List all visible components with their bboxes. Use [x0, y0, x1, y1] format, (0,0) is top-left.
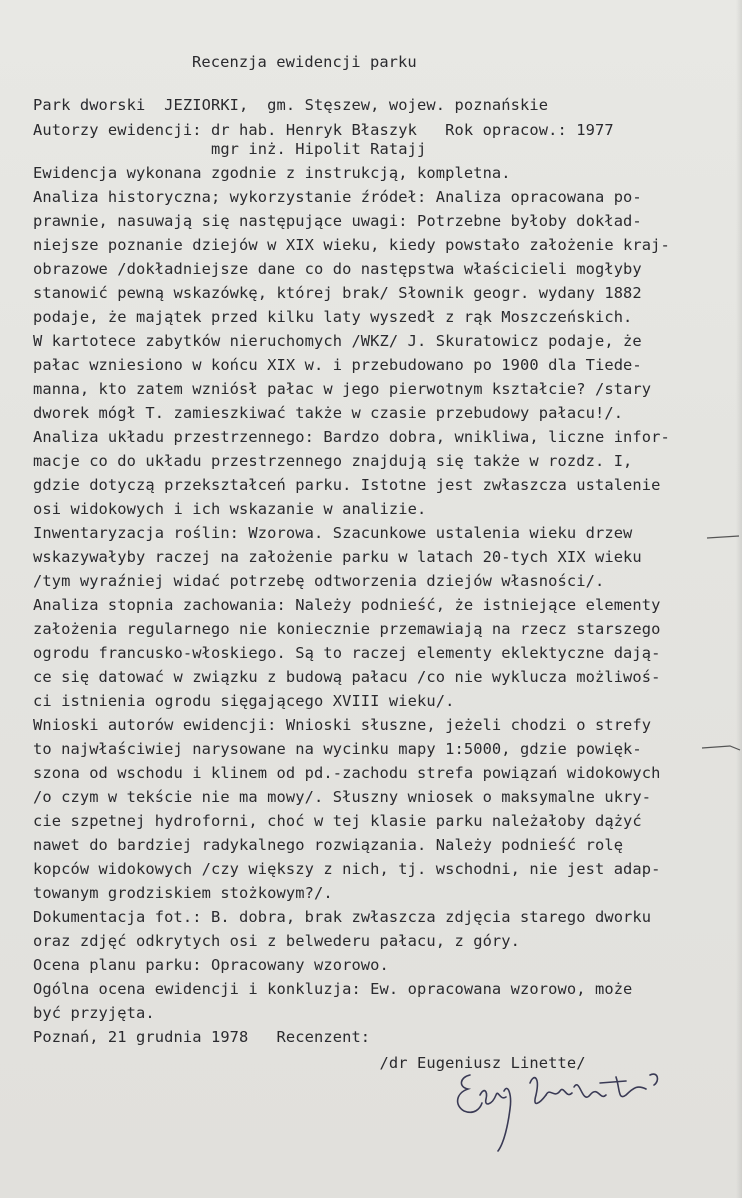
text-line: /o czym w tekście nie ma mowy/. Słuszny wniosek o maksymalne ukry- — [33, 788, 652, 806]
text-line: Wnioski autorów ewidencji: Wnioski słuszne, jeżeli chodzi o strefy — [33, 716, 652, 734]
text-line: pałac wzniesiono w końcu XIX w. i przebudowano po 1900 dla Tiede- — [33, 356, 642, 374]
text-line: macje co do układu przestrzennego znajdują się także w rozdz. I, — [33, 452, 633, 470]
text-line: prawnie, nasuwają się następujące uwagi: Potrzebne byłoby dokład- — [33, 212, 642, 230]
handwritten-signature — [450, 1065, 680, 1155]
margin-mark — [705, 532, 742, 544]
text-line: /tym wyraźniej widać potrzebę odtworzenia dziejów własności/. — [33, 572, 605, 590]
text-line: Poznań, 21 grudnia 1978 Recenzent: — [33, 1028, 371, 1046]
text-line: towanym grodziskiem stożkowym?/. — [33, 884, 333, 902]
text-line: Analiza układu przestrzennego: Bardzo dobra, wnikliwa, liczne infor- — [33, 428, 670, 446]
text-line: W kartotece zabytków nieruchomych /WKZ/ J. Skuratowicz podaje, że — [33, 332, 642, 350]
text-line: Analiza historyczna; wykorzystanie źródeł: Analiza opracowana po- — [33, 188, 642, 206]
text-line: nawet do bardziej radykalnego rozwiązania. Należy podnieść rolę — [33, 836, 624, 854]
text-line: kopców widokowych /czy większy z nich, tj. wschodni, nie jest adap- — [33, 860, 661, 878]
text-line: Park dworski JEZIORKI, gm. Stęszew, wojew. poznańskie — [33, 96, 549, 114]
text-line: założenia regularnego nie koniecznie przemawiają na rzecz starszego — [33, 620, 661, 638]
text-line: szona od wschodu i klinem od pd.-zachodu strefa powiązań widokowych — [33, 764, 661, 782]
text-line: Ewidencja wykonana zgodnie z instrukcją, kompletna. — [33, 164, 511, 182]
text-line: to najwłaściwiej narysowane na wycinku mapy 1:5000, gdzie powięk- — [33, 740, 642, 758]
text-line: ci istnienia ogrodu sięgającego XVIII wieku/. — [33, 692, 455, 710]
text-line: Ogólna ocena ewidencji i konkluzja: Ew. opracowana wzorowo, może — [33, 980, 633, 998]
text-line: dworek mógł T. zamieszkiwać także w czasie przebudowy pałacu!/. — [33, 404, 624, 422]
text-line: Analiza stopnia zachowania: Należy podnieść, że istniejące elementy — [33, 596, 661, 614]
text-line: ce się datować w związku z budową pałacu /co nie wyklucza możliwoś- — [33, 668, 661, 686]
text-line: mgr inż. Hipolit Ratajj — [33, 140, 427, 158]
text-line: ogrodu francusko-włoskiego. Są to raczej elementy eklektyczne dają- — [33, 644, 661, 662]
text-line: stanowić pewną wskazówkę, której brak/ Słownik geogr. wydany 1882 — [33, 284, 642, 302]
text-line: oraz zdjęć odkrytych osi z belwederu pałacu, z góry. — [33, 932, 521, 950]
text-line: Ocena planu parku: Opracowany wzorowo. — [33, 956, 389, 974]
text-line: cie szpetnej hydroforni, choć w tej klasie parku należałoby dążyć — [33, 812, 642, 830]
text-line: /dr Eugeniusz Linette/ — [33, 1054, 586, 1072]
text-line: osi widokowych i ich wskazanie w analizie. — [33, 500, 427, 518]
text-line: Autorzy ewidencji: dr hab. Henryk Błaszyk Rok opracow.: 1977 — [33, 121, 614, 139]
text-line: podaje, że majątek przed kilku laty wyszedł z rąk Moszczeńskich. — [33, 308, 633, 326]
text-line: Inwentaryzacja roślin: Wzorowa. Szacunkowe ustalenia wieku drzew — [33, 524, 633, 542]
text-line: gdzie dotyczą przekształceń parku. Istotne jest zwłaszcza ustalenie — [33, 476, 661, 494]
text-line: wskazywałyby raczej na założenie parku w latach 20-tych XIX wieku — [33, 548, 642, 566]
text-line: obrazowe /dokładniejsze dane co do następstwa właścicieli mogłyby — [33, 260, 642, 278]
text-line: Dokumentacja fot.: B. dobra, brak zwłaszcza zdjęcia starego dworku — [33, 908, 652, 926]
text-line: manna, kto zatem wzniósł pałac w jego pierwotnym kształcie? /stary — [33, 380, 652, 398]
margin-mark — [700, 740, 742, 754]
text-line: niejsze poznanie dziejów w XIX wieku, kiedy powstało założenie kraj- — [33, 236, 670, 254]
text-line: być przyjęta. — [33, 1004, 155, 1022]
document-title: Recenzja ewidencji parku — [192, 53, 417, 71]
